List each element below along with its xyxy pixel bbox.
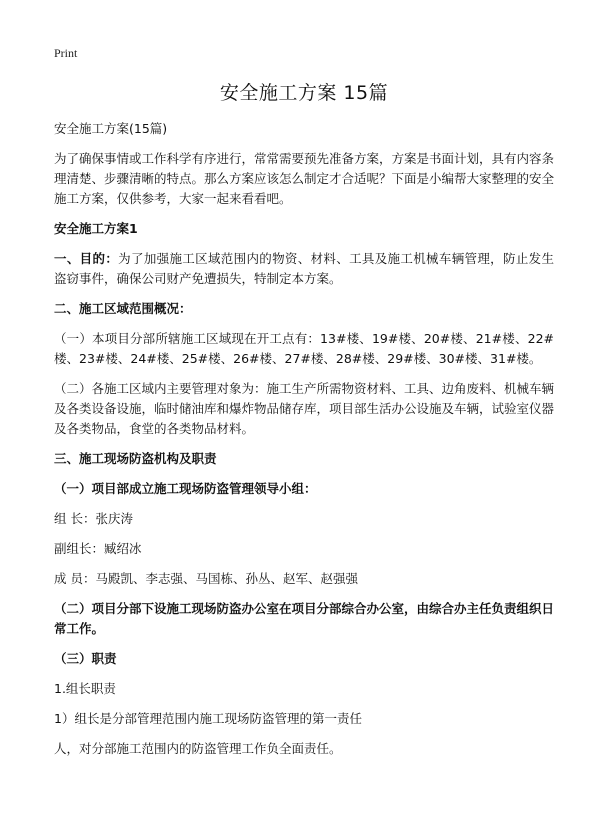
duty-heading: （三）职责	[54, 651, 117, 666]
organization-heading: 三、施工现场防盗机构及职责	[54, 451, 217, 466]
page-title: 安全施工方案 15篇	[219, 82, 389, 104]
office-heading: （二）项目分部下设施工现场防盗办公室在项目分部综合办公室，由综合办主任负责组织日常工作。	[54, 601, 555, 636]
duty-subitem: 1）组长是分部管理范围内施工现场防盗管理的第一责任	[54, 711, 362, 726]
leader-line: 组 长：张庆涛	[54, 511, 133, 526]
subtitle: 安全施工方案(15篇)	[54, 121, 168, 136]
purpose-text: 为了加强施工区域范围内的物资、材料、工具及施工机械车辆管理，防止发生盗窃事件，确保公司财产免遭损失，特制定本方案。	[54, 251, 554, 286]
section-heading: 安全施工方案1	[54, 221, 138, 236]
members-line: 成 员：马殿凯、李志强、马国栋、孙丛、赵军、赵强强	[54, 571, 358, 586]
group-heading: （一）项目部成立施工现场防盗管理领导小组：	[54, 481, 317, 496]
purpose-paragraph	[54, 249, 554, 289]
scope-paragraph-1: （一）本项目分部所辖施工区域现在开工点有：13#楼、19#楼、20#楼、21#楼、22#楼、23#楼、24#楼、25#楼、26#楼、27#楼、28#楼、29#楼、30#楼、31#楼。	[54, 331, 554, 366]
duty-item: 1.组长职责	[54, 681, 116, 696]
scope-paragraph-2: （二）各施工区域内主要管理对象为：施工生产所需物资材料、工具、边角废料、机械车辆及各类设备设施，临时储油库和爆炸物品储存库，项目部生活办公设施及车辆，试验室仪器及各类物品，食堂的各类物品材料。	[54, 381, 555, 436]
document-body	[54, 78, 554, 769]
purpose-label: 一、目的：	[54, 251, 119, 266]
intro-paragraph: 为了确保事情或工作科学有序进行，常常需要预先准备方案，方案是书面计划，具有内容条理清楚、步骤清晰的特点。那么方案应该怎么制定才合适呢？下面是小编帮大家整理的安全施工方案，仅供参考，大家一起来看看吧。	[54, 151, 555, 206]
scope-heading: 二、施工区域范围概况：	[54, 301, 192, 316]
print-link[interactable]: Print	[54, 46, 78, 60]
deputy-line: 副组长：臧绍冰	[54, 541, 142, 556]
duty-subitem-continued: 人，对分部施工范围内的防盗管理工作负全面责任。	[54, 741, 342, 756]
